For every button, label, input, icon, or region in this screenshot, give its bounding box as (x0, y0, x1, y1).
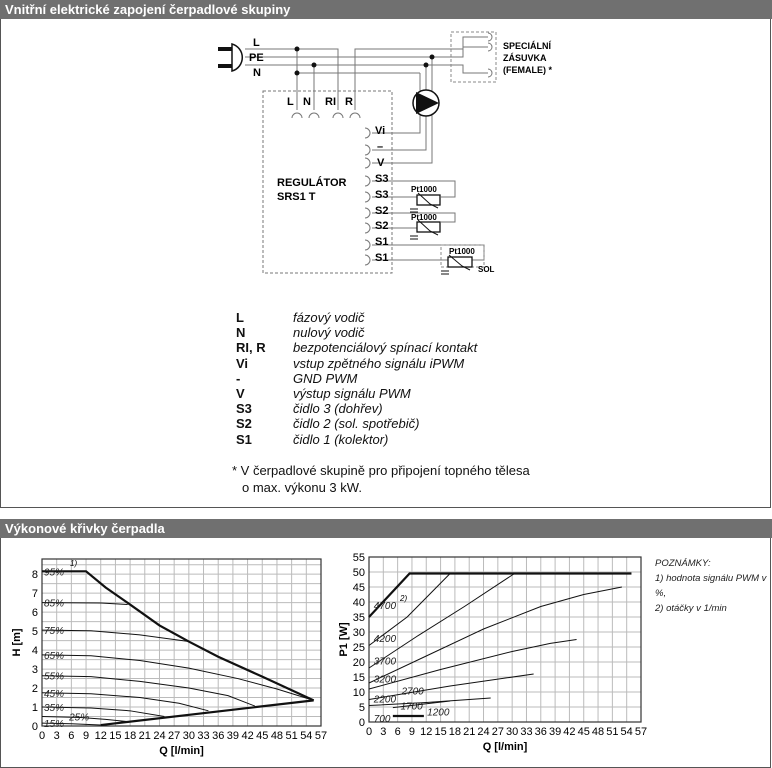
y-tick-label: 5 (358, 702, 365, 714)
plug-label-pe: PE (249, 52, 264, 64)
y-tick-label: 50 (352, 567, 365, 579)
x-axis-label: Q [l/min] (482, 741, 528, 753)
y-tick-label: 7 (31, 588, 38, 601)
legend-desc: GND PWM (293, 370, 358, 386)
legend-key: Vi (236, 355, 249, 371)
legend-key: RI, R (236, 340, 266, 356)
y-axis-label: H [m] (11, 628, 23, 657)
note-2: 2) otáčky v 1/min (655, 603, 727, 614)
x-tick-label: 51 (606, 726, 619, 738)
section-header-wiring: Vnitřní elektrické zapojení čerpadlové skupiny (0, 0, 772, 19)
terminal-label-s1a: S1 (375, 236, 389, 248)
x-tick-label: 15 (434, 726, 447, 738)
plug-label-l: L (253, 37, 260, 49)
curve-label: 45% (44, 688, 65, 700)
terminal-label-s3b: S3 (375, 189, 389, 201)
x-tick-label: 18 (123, 730, 137, 742)
curve-label: 2200 (373, 694, 397, 706)
terminal-label-s1b: S1 (375, 252, 389, 264)
y-tick-label: 35 (352, 612, 365, 624)
legend-desc: nulový vodič (293, 325, 365, 341)
section-header-curves: Výkonové křivky čerpadla (0, 519, 772, 538)
x-tick-label: 36 (534, 726, 547, 738)
y-tick-label: 2 (31, 683, 38, 696)
legend-desc: vstup zpětného signálu iPWM (293, 355, 465, 371)
y-tick-label: 3 (31, 664, 38, 677)
curve-label: 95% (44, 567, 65, 579)
y-tick-label: 8 (31, 569, 38, 582)
x-tick-label: 30 (182, 730, 195, 742)
y-tick-label: 40 (352, 597, 365, 609)
x-tick-label: 48 (270, 730, 284, 742)
svg-text:Pt1000: Pt1000 (411, 185, 437, 194)
x-tick-label: 33 (520, 726, 533, 738)
x-tick-label: 0 (38, 730, 46, 742)
x-tick-label: 0 (365, 726, 373, 738)
y-tick-label: 4 (31, 645, 38, 658)
terminal-label-s2b: S2 (375, 220, 389, 232)
x-tick-label: 42 (563, 726, 576, 738)
x-tick-label: 57 (634, 726, 648, 738)
curve-label: 700 (373, 714, 391, 726)
curve-label: 75% (44, 626, 65, 638)
x-tick-label: 9 (408, 726, 416, 738)
legend-key: N (236, 325, 246, 341)
x-tick-label: 27 (168, 730, 181, 742)
legend-key: S2 (236, 416, 252, 432)
svg-text:Pt1000: Pt1000 (411, 213, 437, 222)
curve-label: 35% (44, 703, 65, 715)
terminal-label-l: L (287, 96, 294, 108)
notes-title: POZNÁMKY: (655, 558, 711, 569)
x-tick-label: 33 (197, 730, 210, 742)
y-tick-label: 20 (352, 657, 365, 669)
sol-label: SOL (478, 265, 495, 274)
x-tick-label: 54 (620, 726, 633, 738)
y-tick-label: 0 (31, 721, 38, 733)
curve-label: 3700 (373, 656, 397, 668)
curve-label: 25% (69, 712, 90, 724)
curve-label: 4700 (373, 601, 397, 612)
terminal-label-ri: RI (325, 96, 336, 108)
x-tick-label: 21 (138, 730, 151, 742)
y-tick-label: 6 (31, 607, 38, 620)
x-tick-label: 36 (212, 730, 225, 742)
x-tick-label: 42 (241, 730, 254, 742)
note-1: 1) hodnota signálu PWM v %, (655, 573, 767, 599)
regulator-model: SRS1 T (277, 191, 316, 203)
socket-label-1: SPECIÁLNÍ (503, 41, 552, 51)
y-axis-label: P1 [W] (338, 622, 350, 657)
terminal-label-s3a: S3 (375, 173, 389, 185)
x-tick-label: 12 (94, 730, 107, 742)
x-tick-label: 39 (226, 730, 240, 742)
legend-desc: fázový vodič (293, 310, 365, 325)
x-tick-label: 45 (256, 730, 269, 742)
y-tick-label: 15 (352, 672, 365, 684)
regulator-name: REGULÁTOR (277, 177, 347, 189)
legend-key: V (236, 385, 245, 401)
footnote-line-2: o max. výkonu 3 kW. (242, 480, 362, 495)
curve-label: 65% (44, 650, 65, 662)
x-tick-label: 6 (68, 730, 75, 742)
footnote-line-1: * V čerpadlové skupině pro připojení topného tělesa (232, 463, 530, 478)
legend-key: L (236, 310, 244, 325)
terminal-label-vi: Vi (375, 125, 386, 137)
legend-key: S3 (236, 401, 252, 417)
curve-label: 55% (44, 671, 65, 683)
y-tick-label: 1 (31, 702, 38, 715)
legend-key: S1 (236, 431, 252, 447)
y-tick-label: 25 (352, 642, 365, 654)
curve-label: 85% (44, 598, 65, 610)
legend-desc: výstup signálu PWM (293, 385, 411, 401)
x-tick-label: 15 (109, 730, 122, 742)
curve-label: 3200 (373, 674, 397, 686)
terminal-label-v: V (377, 157, 385, 169)
legend-desc: čidlo 3 (dohřev) (293, 401, 383, 417)
x-tick-label: 12 (420, 726, 433, 738)
y-tick-label: 45 (352, 582, 365, 594)
annotation-label: 1) (70, 559, 78, 568)
x-tick-label: 9 (82, 730, 90, 742)
y-tick-label: 5 (31, 626, 38, 639)
terminal-label-s2a: S2 (375, 205, 389, 217)
x-tick-label: 27 (491, 726, 504, 738)
x-tick-label: 21 (463, 726, 476, 738)
legend-desc: čidlo 1 (kolektor) (293, 431, 389, 447)
x-tick-label: 3 (53, 730, 60, 742)
legend-key: - (236, 370, 241, 386)
y-tick-label: 10 (352, 687, 365, 699)
curve-label: 4200 (373, 634, 397, 645)
curve-4700 (369, 574, 631, 618)
y-tick-label: 0 (358, 717, 365, 729)
curve-label: 15% (44, 719, 65, 731)
curve-3700 (369, 574, 515, 669)
terminal-label-gnd: – (377, 141, 384, 153)
y-tick-label: 55 (352, 552, 365, 564)
svg-text:Pt1000: Pt1000 (449, 247, 475, 256)
annotation-label: 2) (400, 594, 408, 603)
legend-desc: čidlo 2 (sol. spotřebič) (293, 416, 420, 432)
legend-desc: bezpotenciálový spínací kontakt (293, 340, 478, 356)
x-tick-label: 48 (591, 726, 605, 738)
x-tick-label: 51 (285, 730, 298, 742)
x-tick-label: 24 (477, 726, 490, 738)
terminal-label-n: N (303, 96, 311, 108)
curve-label: 1700 (400, 701, 423, 713)
x-tick-label: 24 (153, 730, 166, 742)
x-tick-label: 6 (394, 726, 401, 738)
curve-label: 2700 (401, 686, 424, 698)
socket-label-2: ZÁSUVKA (503, 53, 547, 63)
chart-notes (655, 556, 772, 616)
x-tick-label: 57 (314, 730, 328, 742)
curve-label: 1200 (427, 707, 450, 719)
x-tick-label: 45 (577, 726, 590, 738)
x-tick-label: 30 (506, 726, 519, 738)
y-tick-label: 30 (352, 627, 365, 639)
x-tick-label: 39 (548, 726, 562, 738)
terminal-label-r: R (345, 96, 353, 108)
x-tick-label: 18 (448, 726, 462, 738)
x-tick-label: 3 (380, 726, 387, 738)
socket-label-3: (FEMALE) * (503, 65, 552, 75)
x-tick-label: 54 (300, 730, 313, 742)
plug-label-n: N (253, 67, 261, 79)
x-axis-label: Q [l/min] (159, 745, 204, 757)
